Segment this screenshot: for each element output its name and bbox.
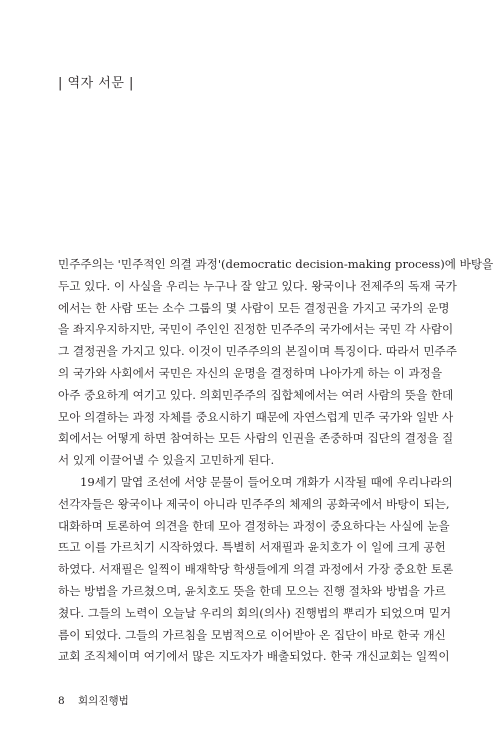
text-line: 쳤다. 그들의 노력이 오늘날 우리의 회의(의사) 진행법의 뿌리가 되었으며 밑거 [58, 605, 452, 620]
text-line: 두고 있다. 이 사실을 우리는 누구나 잘 알고 있다. 왕국이나 전제주의 독재 국가 [58, 278, 457, 293]
text-line: 회에서는 어떻게 하면 참여하는 모든 사람의 인권을 존중하며 집단의 결정을 질 [58, 431, 454, 446]
paragraph-2 [58, 472, 454, 668]
text-line: 름이 되었다. 그들의 가르침을 모범적으로 이어받아 온 집단이 바로 한국 개신 [58, 627, 446, 642]
book-title: 회의진행법 [78, 695, 129, 707]
text-line: 을 좌지우지하지만, 국민이 주인인 진정한 민주주의 국가에서는 국민 각 사람이 [58, 322, 454, 337]
text-line: 하는 방법을 가르쳤으며, 윤치호도 뜻을 한데 모으는 진행 절차와 방법을 가르 [58, 583, 446, 598]
text-line: 에서는 한 사람 또는 소수 그룹의 몇 사람이 모든 결정권을 가지고 국가의 운명 [58, 300, 450, 315]
text-line: 그 결정권을 가지고 있다. 이것이 민주주의의 본질이며 특징이다. 따라서 민주주 [58, 344, 457, 359]
text-line: 의 국가와 사회에서 국민은 자신의 운명을 결정하며 나아가게 하는 이 과정을 [58, 365, 443, 380]
text-line: 하였다. 서재필은 일찍이 배재학당 학생들에게 의결 과정에서 가장 중요한 토론 [58, 562, 454, 577]
text-line: 대화하며 토론하여 의견을 한데 모아 결정하는 과정이 중요하다는 사실에 눈을 [58, 518, 450, 533]
page-number: 8 [58, 695, 65, 707]
body-text [58, 254, 494, 668]
text-line: 아주 중요하게 여기고 있다. 의회민주주의 집합체에서는 여러 사람의 뜻을 한데 [58, 387, 454, 402]
text-line: 모아 의결하는 과정 자체를 중요시하기 때문에 자연스럽게 민주 국가와 일반 사 [58, 409, 454, 424]
text-line: 교회 조직체이며 여기에서 많은 지도자가 배출되었다. 한국 개신교회는 일찍이 [58, 649, 450, 664]
page-footer [58, 693, 129, 708]
paragraph-1 [58, 254, 494, 472]
text-line: 민주주의는 '민주적인 의결 과정'(democratic decision-making process)에 바탕을 [58, 257, 494, 271]
text-line: 서 있게 이끌어낼 수 있을지 고민하게 된다. [58, 453, 275, 468]
text-line: 19세기 말엽 조선에 서양 문물이 들어오며 개화가 시작될 때에 우리나라의 [80, 474, 453, 489]
text-line: 뜨고 이를 가르치기 시작하였다. 특별히 서재필과 윤치호가 이 일에 크게 공헌 [58, 540, 446, 555]
section-header: | 역자 서문 | [58, 76, 134, 91]
text-line: 선각자들은 왕국이나 제국이 아니라 민주주의 체제의 공화국에서 바탕이 되는, [58, 496, 450, 511]
